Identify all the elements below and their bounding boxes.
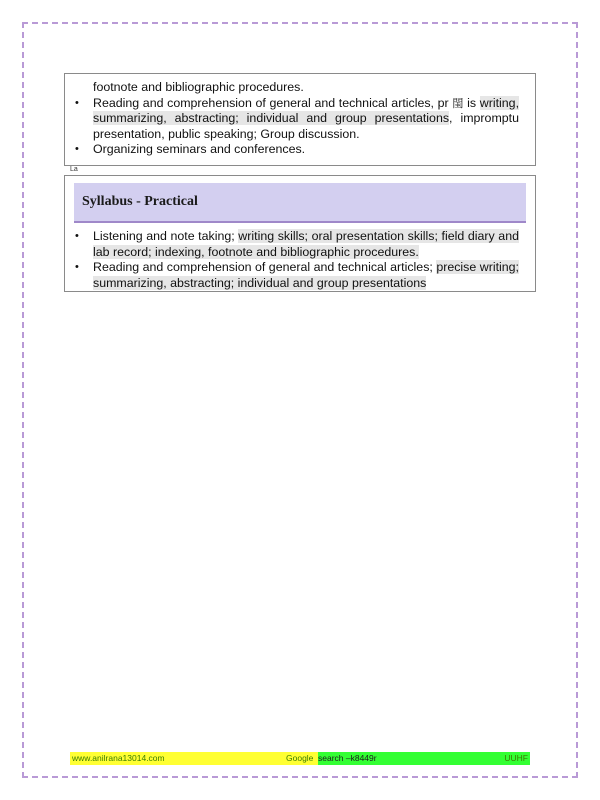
item-text-part: , impromptu presentation, public speaking; Group discussion. [93, 111, 519, 141]
page-footer [70, 752, 530, 765]
list-item [65, 229, 535, 260]
list-item [65, 96, 535, 143]
item-text-part: Reading and comprehension of general and technical articles; [93, 260, 437, 274]
highlighted-text: writing skills; oral presentation skills; field diary and lab record; indexing, footnote and bibliographic procedures. [93, 229, 519, 259]
theory-list [65, 96, 535, 158]
item-text-part: is [463, 95, 480, 110]
list-item [65, 142, 535, 158]
item-text-part: Organizing seminars and conferences. [93, 142, 306, 156]
footer-website[interactable]: www.anilrana13014.com [70, 752, 286, 765]
highlighted-text: writing, summarizing, abstracting; individual and group presentations [93, 95, 520, 125]
small-label: La [70, 166, 78, 173]
syllabus-theory-box [64, 73, 536, 166]
bullet-icon: • [75, 96, 79, 109]
item-text-part: Listening and note taking; [93, 229, 239, 243]
item-text-part: Reading and comprehension of general and technical articles, pr [93, 95, 453, 110]
bullet-icon: • [75, 261, 79, 273]
bullet-icon: • [75, 230, 79, 242]
practical-list [65, 229, 535, 291]
footer-search: search –k8449r [318, 752, 468, 765]
footer-right-label: UUHF [468, 752, 530, 765]
syllabus-practical-box [64, 175, 536, 292]
footer-google: Google [286, 752, 318, 765]
list-item [65, 260, 535, 291]
highlighted-text: precise writing; summarizing, abstracting; individual and group presentations [93, 260, 519, 290]
item-glyph: 閨 [452, 96, 464, 110]
continuation-text: footnote and bibliographic procedures. [93, 80, 304, 94]
section-title: Syllabus - Practical [74, 183, 526, 223]
bullet-icon: • [75, 143, 79, 155]
